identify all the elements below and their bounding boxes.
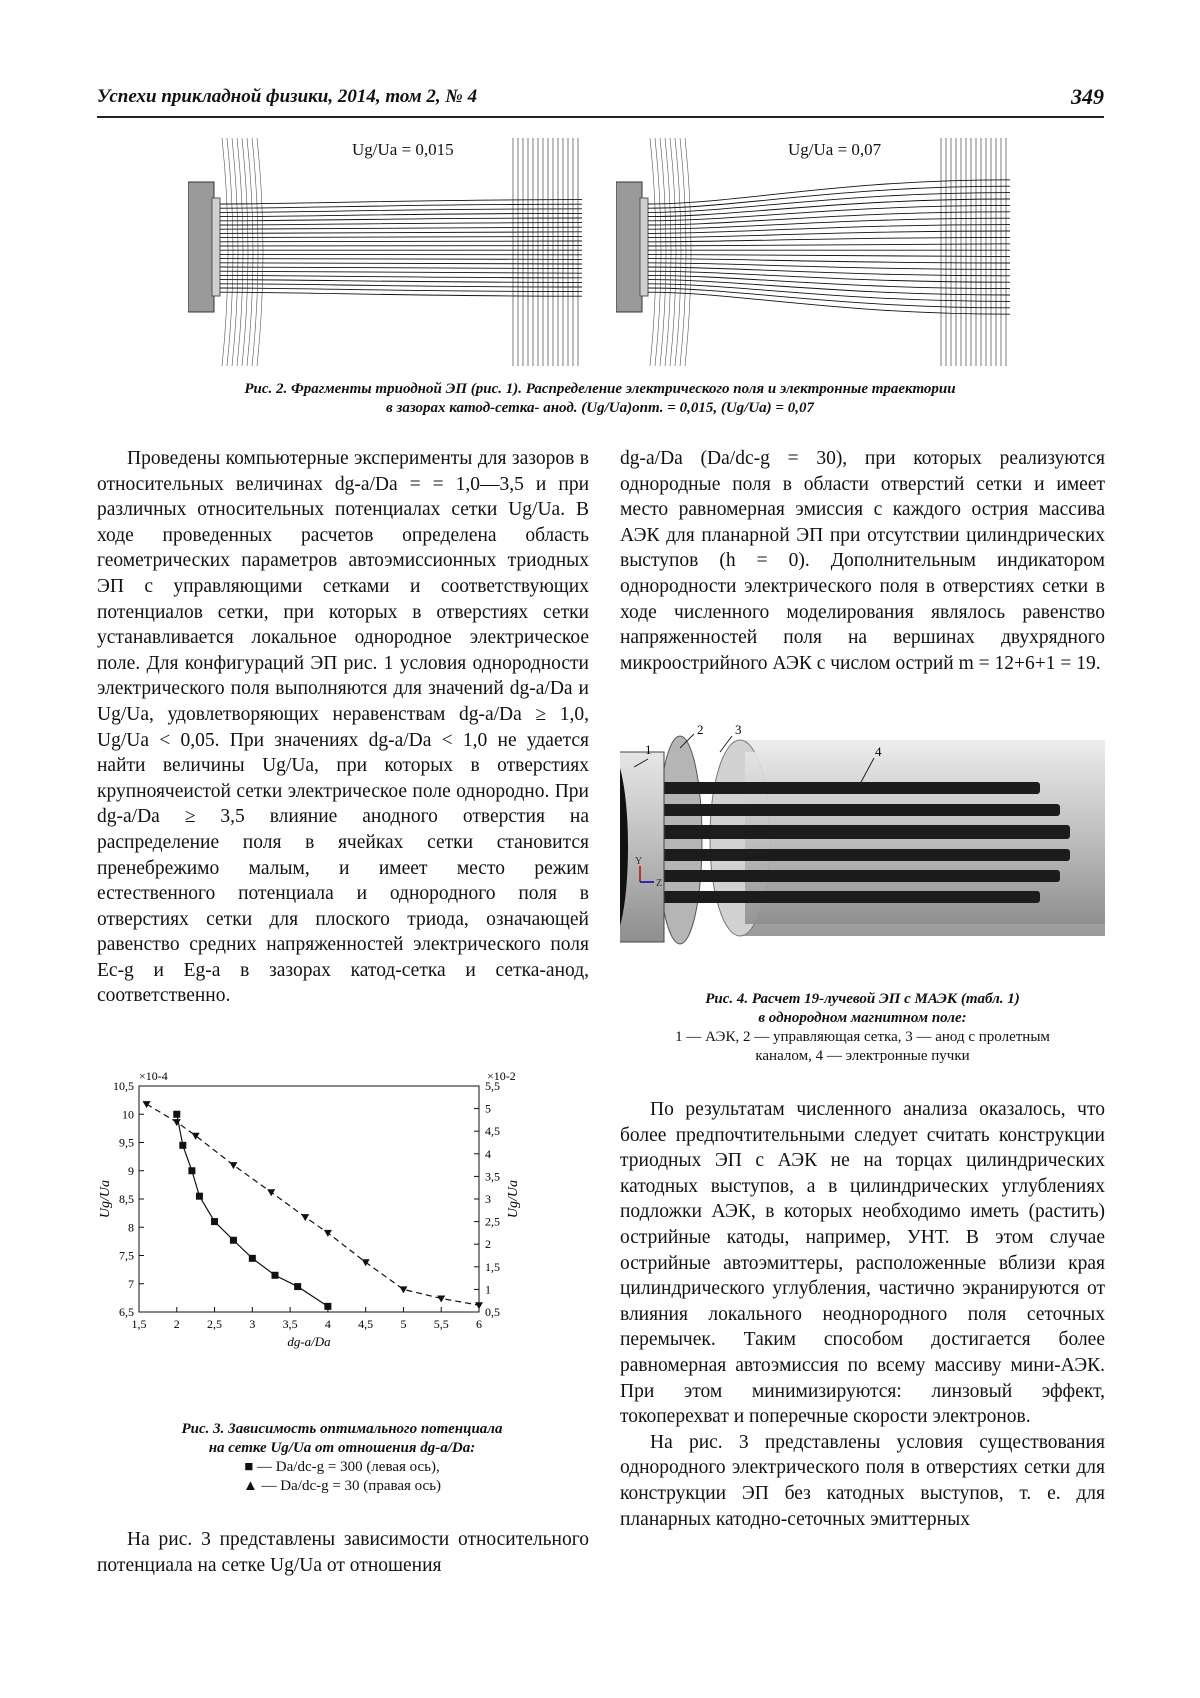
right-column-text-2 bbox=[620, 1097, 1105, 1532]
fig4-label-1: 1 bbox=[645, 742, 652, 757]
fig2-emitter bbox=[212, 198, 220, 296]
fig3-x-tick-label: 2 bbox=[173, 1317, 180, 1331]
fig3-square-point bbox=[294, 1283, 301, 1290]
fig3-square-point bbox=[173, 1111, 180, 1118]
fig3-triangle-point bbox=[362, 1259, 370, 1266]
fig3-square-point bbox=[196, 1193, 203, 1200]
fig3-y-right-tick-label: 1 bbox=[485, 1282, 491, 1297]
fig2-cathode bbox=[616, 182, 642, 312]
right-paragraph-3: На рис. 3 представлены условия существования однородного электрического поля в отверстиях сетки для конструкции ЭП без катодных выступов, т. е. для планарных катодно-сеточных эмиттерных bbox=[620, 1431, 1105, 1530]
right-paragraph-1: dg-a/Da (Da/dc-g = 30), при которых реализуются однородные поля в области отверстий сетки и имеет место равномерная эмиссия с каждого острия массива АЭК для планарной ЭП при отсутствии цилиндрических выступов (h = 0). Дополнительным индикатором однородности электрического поля в отверстиях сетки в ходе численного моделирования являлось равенство напряженностей поля на вершинах двухрядного микроострийного АЭК с числом острий m = 12+6+1 = 19. bbox=[620, 448, 1105, 674]
left-paragraph-2: На рис. 3 представлены зависимости относительного потенциала на сетке Ug/Ua от отношения bbox=[97, 1529, 589, 1576]
fig3-x-tick-label: 3,5 bbox=[282, 1317, 298, 1331]
fig2-right-panel bbox=[616, 138, 1010, 366]
fig3-triangle-point bbox=[192, 1133, 200, 1140]
fig3-caption bbox=[97, 1420, 587, 1496]
fig3-y-right-tick-label: 2,5 bbox=[485, 1214, 500, 1229]
fig3-series-square-line bbox=[177, 1114, 328, 1306]
fig3-right-multiplier: ×10-2 bbox=[487, 1069, 516, 1083]
fig3-triangle-point bbox=[267, 1189, 275, 1196]
left-column-text-2 bbox=[97, 1527, 589, 1578]
fig4-caption-line2: в однородном магнитном поле: bbox=[758, 1010, 967, 1026]
fig3-caption-line1: Рис. 3. Зависимость оптимального потенциала bbox=[181, 1421, 503, 1437]
fig3-y-right-tick-label: 5,5 bbox=[485, 1079, 500, 1093]
fig4-label-3: 3 bbox=[735, 722, 742, 737]
fig3-y-right-tick-label: 0,5 bbox=[485, 1305, 500, 1319]
fig3-triangle-point bbox=[399, 1286, 407, 1293]
fig3-x-tick-label: 3 bbox=[249, 1317, 256, 1331]
fig4-axis-z: Z bbox=[656, 878, 663, 889]
right-paragraph-2: По результатам численного анализа оказалось, что более предпочтительными следует считать конструкции триодных ЭП с АЭК не на торцах цилиндрических катодных выступов, а в цилиндрических углублениях подложки АЭК, в которых необходимо иметь (растить) острийные катоды, например, УНТ. В этом случае острийные автоэмиттеры, расположенные вблизи края цилиндрического углубления, частично экранируются от влияния локального неоднородного поля сеточных перемычек. Таким способом достигается более равномерная автоэмиссия по всему массиву мини-АЭК. При этом минимизируются: линзовый эффект, токоперехват и поперечные скорости электронов. bbox=[620, 1099, 1105, 1428]
fig3-y-left-tick-label: 7 bbox=[128, 1276, 134, 1291]
journal-header: Успехи прикладной физики, 2014, том 2, № 4 bbox=[97, 86, 478, 107]
fig4-legend-line2: каналом, 4 — электронные пучки bbox=[755, 1048, 970, 1064]
fig3-y-right-tick-label: 3,5 bbox=[485, 1169, 500, 1184]
fig2-left-panel bbox=[188, 138, 582, 366]
fig3-y-left-label: Ug/Ua bbox=[98, 1179, 113, 1219]
fig2-left-image bbox=[188, 138, 582, 366]
fig3-left-multiplier: ×10-4 bbox=[139, 1069, 168, 1083]
fig2-left-label: Ug/Ua = 0,015 bbox=[352, 140, 454, 159]
fig3-y-left-tick-label: 7,5 bbox=[119, 1248, 134, 1263]
fig4-caption-line1: Рис. 4. Расчет 19-лучевой ЭП с МАЭК (табл. 1) bbox=[705, 991, 1020, 1007]
fig3-square-point bbox=[179, 1142, 186, 1149]
left-column-text bbox=[97, 446, 589, 1009]
fig3-x-tick-label: 5 bbox=[400, 1317, 407, 1331]
fig4-label-4: 4 bbox=[875, 744, 882, 759]
fig4-axis-y: Y bbox=[635, 856, 643, 867]
fig2-right-image bbox=[616, 138, 1010, 366]
fig2-emitter bbox=[640, 198, 648, 296]
fig3-y-right-tick-label: 4 bbox=[485, 1146, 491, 1161]
fig3-triangle-point bbox=[301, 1214, 309, 1221]
fig3-y-left-tick-label: 6,5 bbox=[119, 1305, 134, 1319]
fig3-plot-frame bbox=[139, 1086, 479, 1312]
fig3-y-left-tick-label: 10 bbox=[122, 1107, 134, 1122]
fig3-legend-triangle: ▲ — Da/dc-g = 30 (правая ось) bbox=[242, 1478, 442, 1494]
fig4-caption bbox=[620, 990, 1105, 1066]
fig3-y-right-tick-label: 5 bbox=[485, 1101, 491, 1116]
fig3-chart bbox=[97, 1058, 597, 1388]
fig3-triangle-point bbox=[143, 1101, 151, 1108]
fig3-x-label: dg-a/Da bbox=[287, 1334, 331, 1349]
fig4-image bbox=[620, 722, 1105, 972]
fig3-y-left-tick-label: 8,5 bbox=[119, 1192, 134, 1206]
fig2-right-label: Ug/Ua = 0,07 bbox=[788, 140, 882, 159]
fig2-caption-line2: в зазорах катод-сетка- анод. (Ug/Ua)опт. = 0,015, (Ug/Ua) = 0,07 bbox=[386, 400, 814, 416]
fig3-y-right-tick-label: 3 bbox=[485, 1192, 491, 1206]
right-column-text bbox=[620, 446, 1105, 676]
left-paragraph-1: Проведены компьютерные эксперименты для зазоров в относительных величинах dg-a/Da = = 1,0—3,5 и при различных относительных потенциалах сетки Ug/Ua. В ходе проведенных расчетов определена область геометрических параметров автоэмиссионных триодных ЭП с управляющими сетками и соответствующих потенциалов сетки, при которых в отверстиях сетки устанавливается локальное однородное электрическое поле. Для конфигураций ЭП рис. 1 условия однородности электрического поля выполняются для значений dg-a/Da и Ug/Ua, удовлетворяющих неравенствам dg-a/Da ≥ 1,0, Ug/Ua < 0,05. При значениях dg-a/Da < 1,0 не удается найти величины Ug/Ua, при которых в отверстиях крупноячеистой сетки электрическое поле однородно. При dg-a/Da ≥ 3,5 влияние анодного отверстия на распределение поля в ячейках сетки становится пренебрежимо малым, и имеет место режим естественного потенциала и однородного поля в отверстиях сетки для плоского триода, означающей равенство средних напряженностей электрического поля Ec-g и Eg-a в зазорах катод-сетка и сетка-анод, соответственно. bbox=[97, 448, 589, 1007]
fig4-legend-line1: 1 — АЭК, 2 — управляющая сетка, 3 — анод с пролетным bbox=[675, 1029, 1050, 1045]
fig3-y-left-tick-label: 9 bbox=[128, 1163, 134, 1178]
fig3-x-tick-label: 5,5 bbox=[433, 1317, 449, 1331]
fig2-caption-line1: Рис. 2. Фрагменты триодной ЭП (рис. 1). Распределение электрического поля и электронные траектории bbox=[244, 381, 956, 397]
header-rule bbox=[97, 116, 1104, 118]
fig3-x-tick-label: 1,5 bbox=[131, 1317, 147, 1331]
fig3-square-point bbox=[230, 1237, 237, 1244]
fig3-legend-square: ■ — Da/dc-g = 300 (левая ось), bbox=[244, 1459, 440, 1475]
fig3-y-right-tick-label: 4,5 bbox=[485, 1124, 500, 1139]
page-number: 349 bbox=[1071, 84, 1104, 109]
fig3-y-left-tick-label: 8 bbox=[128, 1220, 134, 1235]
fig3-triangle-point bbox=[173, 1119, 181, 1126]
fig3-y-left-tick-label: 10,5 bbox=[113, 1079, 134, 1093]
fig3-y-right-label: Ug/Ua bbox=[506, 1179, 521, 1219]
fig3-square-point bbox=[272, 1272, 279, 1279]
fig4-label-2: 2 bbox=[697, 722, 704, 737]
fig2-caption bbox=[100, 380, 1100, 418]
fig3-y-right-tick-label: 1,5 bbox=[485, 1259, 500, 1274]
fig2-cathode bbox=[188, 182, 214, 312]
fig3-triangle-point bbox=[437, 1295, 445, 1302]
fig3-square-point bbox=[188, 1167, 195, 1174]
fig3-x-tick-label: 2,5 bbox=[207, 1317, 223, 1331]
fig3-square-point bbox=[324, 1303, 331, 1310]
fig3-square-point bbox=[211, 1218, 218, 1225]
fig3-y-right-tick-label: 2 bbox=[485, 1237, 491, 1252]
fig3-triangle-point bbox=[324, 1230, 332, 1237]
fig3-triangle-point bbox=[475, 1302, 483, 1309]
fig3-x-tick-label: 6 bbox=[476, 1317, 482, 1331]
fig3-triangle-point bbox=[229, 1162, 237, 1169]
fig3-x-tick-label: 4 bbox=[324, 1317, 331, 1331]
fig3-x-tick-label: 4,5 bbox=[358, 1317, 374, 1331]
fig3-caption-line2: на сетке Ug/Ua от отношения dg-a/Da: bbox=[208, 1440, 476, 1456]
fig4-grid-disk bbox=[658, 736, 702, 944]
fig3-square-point bbox=[249, 1255, 256, 1262]
fig3-y-left-tick-label: 9,5 bbox=[119, 1135, 134, 1150]
